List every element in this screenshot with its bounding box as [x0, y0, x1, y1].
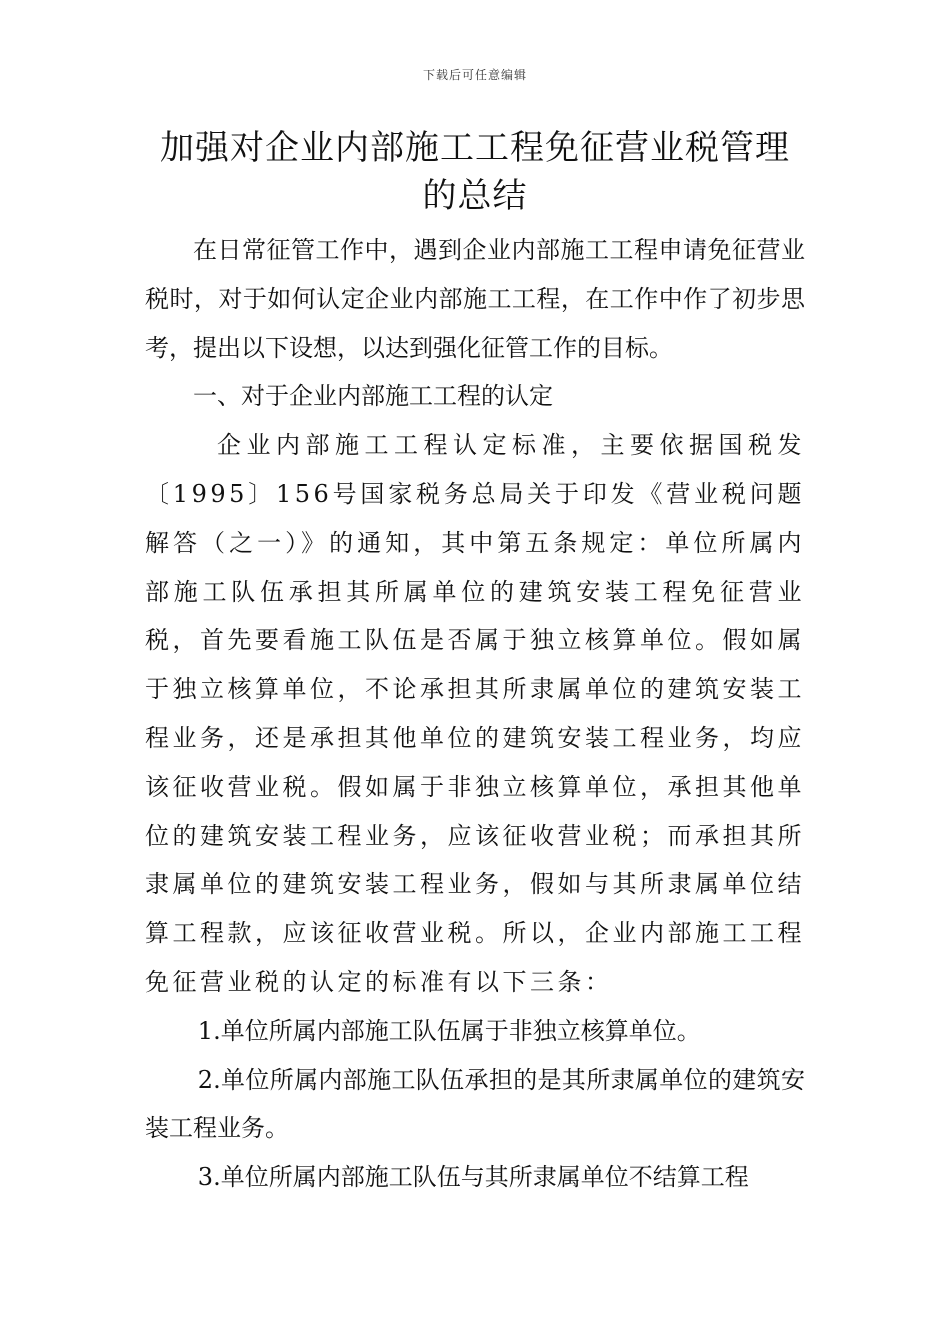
- criterion-item-2: 2.单位所属内部施工队伍承担的是其所隶属单位的建筑安装工程业务。: [145, 1065, 805, 1143]
- section-heading: 一、对于企业内部施工工程的认定: [193, 382, 553, 411]
- criterion-item-3: 3.单位所属内部施工队伍与其所隶属单位不结算工程: [197, 1163, 749, 1192]
- criterion-item-1: 1.单位所属内部施工队伍属于非独立核算单位。: [197, 1016, 701, 1045]
- basis-paragraph: 企业内部施工工程认定标准，主要依据国税发〔1995〕156号国家税务总局关于印发《营业税问题解答（之一）》的通知，其中第五条规定：单位所属内部施工队伍承担其所属单位的建筑安装工程免征营业税，首先要看施工队伍是否属于独立核算单位。假如属于独立核算单位，不论承担其所隶属单位的建筑安装工程业务，还是承担其他单位的建筑安装工程业务，均应该征收营业税。假如属于非独立核算单位，承担其他单位的建筑安装工程业务，应该征收营业税；而承担其所隶属单位的建筑安装工程业务，假如与其所隶属单位结算工程款，应该征收营业税。所以，企业内部施工工程免征营业税的认定的标准有以下三条：: [145, 431, 805, 996]
- document-title: 加强对企业内部施工工程免征营业税管理的总结: [160, 128, 790, 216]
- header-note: 下载后可任意编辑: [422, 68, 527, 82]
- document-body: [145, 226, 805, 1202]
- intro-paragraph: 在日常征管工作中，遇到企业内部施工工程申请免征营业税时，对于如何认定企业内部施工工程，在工作中作了初步思考，提出以下设想，以达到强化征管工作的目标。: [145, 236, 805, 362]
